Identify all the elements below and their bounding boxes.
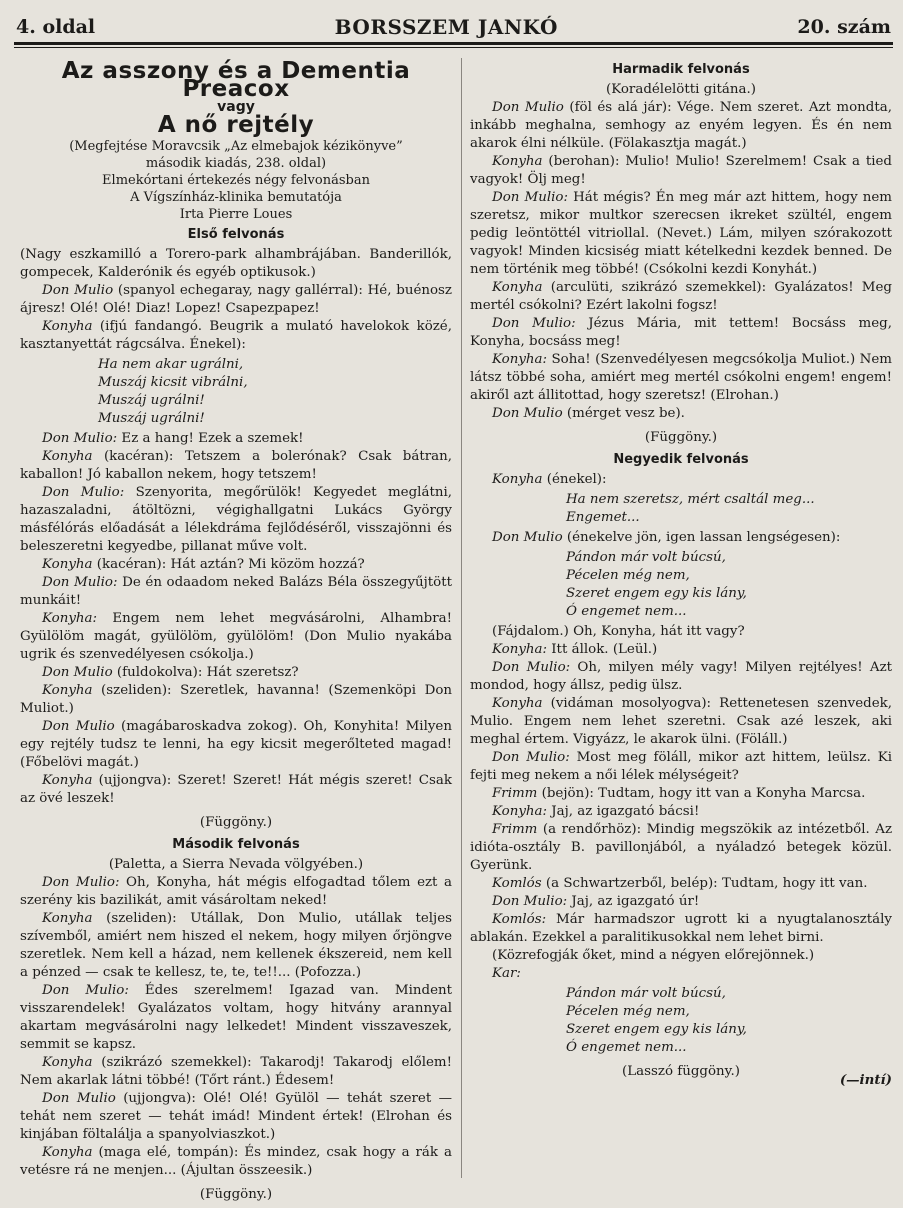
stage-direction: (Fájdalom.) Oh, Konyha, hát itt vagy? bbox=[492, 624, 745, 639]
dialogue-line bbox=[470, 749, 892, 785]
line-text: (szikrázó szemekkel): Takarodj! Takarodj előlem! Nem akarlak látni többé! (Tőrt ránt.) Édesem! bbox=[20, 1055, 452, 1088]
dialogue-line bbox=[470, 911, 892, 947]
line-text: (berohan): Mulio! Mulio! Szerelmem! Csak a tied vagyok! Ölj meg! bbox=[470, 154, 892, 187]
verse-line: Pécelen még nem, bbox=[566, 568, 690, 583]
song-verse bbox=[20, 356, 452, 428]
act-heading: Negyedik felvonás bbox=[613, 452, 749, 467]
right-column bbox=[470, 58, 892, 1089]
line-text: (arculüti, szikrázó szemekkel): Gyalázatos! Meg mertél csókolni? Ezért lakolni fogsz! bbox=[470, 280, 892, 313]
speaker: Konyha bbox=[42, 449, 93, 464]
speaker: Konyha bbox=[42, 1145, 93, 1160]
speaker: Don Mulio: bbox=[492, 660, 571, 675]
dialogue-line bbox=[470, 893, 892, 911]
dialogue-line bbox=[20, 682, 452, 718]
dialogue-line bbox=[470, 315, 892, 351]
dialogue-line bbox=[470, 529, 892, 547]
verse-line: Pándon már volt búcsú, bbox=[566, 986, 726, 1001]
dialogue-line bbox=[20, 664, 452, 682]
curtain-note: (Függöny.) bbox=[199, 815, 273, 830]
line-text: (föl és alá jár): Vége. Nem szeret. Azt mondta, inkább meghalna, semhogy az enyém legyen. És én nem akarok élni nélküle. (Fölakasztja magát.) bbox=[470, 100, 892, 151]
line-text: Szenyorita, megőrülök! Kegyedet meglátni, hazaszaladni, átöltözni, végighallgatni Lukács György másfélórás előadását a lélekdráma fejlődéséről, visszajönni és beleszeretni kegyedbe, pillanat műve volt. bbox=[20, 485, 452, 554]
verse-line: Szeret engem egy kis lány, bbox=[566, 1022, 747, 1037]
speaker: Konyha bbox=[42, 319, 93, 334]
curtain-note: (Lasszó függöny.) bbox=[622, 1064, 740, 1079]
page-number: 4. oldal bbox=[16, 16, 96, 38]
issue-number: 20. szám bbox=[797, 16, 891, 38]
line-text: (spanyol echegaray, nagy gallérral): Hé, buénosz ájresz! Olé! Olé! Diaz! Lopez! Csapezpapez! bbox=[20, 283, 452, 316]
line-text: (énekel): bbox=[542, 472, 607, 487]
line-text: Most meg föláll, mikor azt hittem, leülsz. Ki fejti meg nekem a női lélek mélységeit? bbox=[470, 750, 892, 783]
speaker: Don Mulio: bbox=[42, 875, 120, 890]
line-text: (bejön): Tudtam, hogy itt van a Konyha Marcsa. bbox=[537, 786, 866, 801]
speaker: Don Mulio: bbox=[492, 750, 570, 765]
speaker: Don Mulio bbox=[42, 719, 115, 734]
line-text: (ujjongva): Olé! Olé! Gyülöl — tehát szeret — tehát nem szeret — tehát imád! Mindent értek! (Elrohan és kinjában föltalálja a spanyolviaszkot.) bbox=[20, 1091, 452, 1142]
line-text: Oh, Konyha, hát mégis elfogadtad tőlem ezt a szerény kis bazilikát, amit vásároltam neked! bbox=[20, 875, 452, 908]
subtitle-line: A Vígszínház-klinika bemutatója bbox=[130, 190, 342, 205]
dialogue-line bbox=[20, 574, 452, 610]
dialogue-line bbox=[470, 695, 892, 749]
line-text: (fuldokolva): Hát szeretsz? bbox=[112, 665, 299, 680]
dialogue-line bbox=[470, 153, 892, 189]
speaker: Don Mulio bbox=[42, 283, 114, 298]
dialogue-line bbox=[20, 874, 452, 910]
dialogue-line bbox=[20, 610, 452, 664]
line-text: (kacéran): Hát aztán? Mi közöm hozzá? bbox=[92, 557, 365, 572]
dialogue-line bbox=[470, 821, 892, 875]
speaker: Don Mulio bbox=[492, 530, 563, 545]
line-text: Engem nem lehet megvásárolni, Alhambra! Gyülölöm magát, gyülölöm, gyülölöm! (Don Mulio nyakába ugrik és szenvedélyesen csókolja.) bbox=[20, 611, 452, 662]
subtitle-line: (Megfejtése Moravcsik „Az elmebajok kézikönyve” bbox=[69, 139, 403, 154]
dialogue-line bbox=[470, 99, 892, 153]
dialogue-line bbox=[20, 282, 452, 318]
speaker: Don Mulio: bbox=[492, 894, 568, 909]
verse-line: Ó engemet nem... bbox=[566, 1040, 687, 1055]
dialogue-line bbox=[20, 718, 452, 772]
verse-line: Muszáj kicsit vibrálni, bbox=[98, 375, 248, 390]
journal-name: BORSSZEM JANKÓ bbox=[334, 15, 558, 39]
dialogue-line bbox=[470, 785, 892, 803]
dialogue-line bbox=[470, 351, 892, 405]
line-text: De én odaadom neked Balázs Béla összegyűjtött munkáit! bbox=[20, 575, 453, 608]
speaker: Frimm bbox=[492, 786, 538, 801]
verse-line: Pándon már volt búcsú, bbox=[566, 550, 726, 565]
author-signature: (—intí) bbox=[839, 1072, 892, 1088]
line-text: (a rendőrhöz): Mindig megszökik az intézetből. Az idióta-osztály B. pavillonjából, a nyáladzó betegek közül. Gyerünk. bbox=[470, 822, 892, 873]
speaker: Konyha: bbox=[42, 611, 98, 626]
line-text: (magábaroskadva zokog). Oh, Konyhita! Milyen egy rejtély tudsz te lenni, ha egy kicsit megerőlteted magad! (Főbelövi magát.) bbox=[20, 719, 452, 770]
stage-setting: (Paletta, a Sierra Nevada völgyében.) bbox=[108, 857, 364, 872]
speaker: Don Mulio: bbox=[42, 575, 118, 590]
act-heading: Második felvonás bbox=[172, 837, 300, 852]
speaker: Konyha bbox=[42, 683, 93, 698]
line-text: Édes szerelmem! Igazad van. Mindent visszarendelek! Gyalázatos voltam, hogy hitvány arannyal akartam megvásárolni nagy lelkedet! Mindent visszaveszek, semmit se kapsz. bbox=[20, 983, 453, 1052]
dialogue-line bbox=[20, 982, 452, 1054]
speaker: Komlós: bbox=[492, 912, 547, 927]
stage-setting: (Koradélelötti gitána.) bbox=[606, 82, 756, 97]
line-text: (vidáman mosolyogva): Rettenetesen szenvedek, Mulio. Engem nem lehet szeretni. Csak azé leszek, aki meghal értem. Vigyázz, le akarok ülni. (Föláll.) bbox=[470, 696, 892, 747]
speaker: Don Mulio: bbox=[42, 485, 125, 500]
speaker: Frimm bbox=[492, 822, 538, 837]
line-text: Itt állok. (Leül.) bbox=[547, 642, 658, 657]
speaker: Don Mulio bbox=[42, 1091, 116, 1106]
header-rule bbox=[14, 42, 893, 45]
verse-line: Szeret engem egy kis lány, bbox=[566, 586, 747, 601]
dialogue-line bbox=[470, 965, 892, 983]
speaker: Don Mulio: bbox=[42, 431, 118, 446]
speaker: Konyha bbox=[492, 696, 543, 711]
dialogue-line bbox=[20, 484, 452, 556]
speaker: Komlós bbox=[492, 876, 542, 891]
line-text: Jaj, az igazgató úr! bbox=[567, 894, 700, 909]
speaker: Konyha bbox=[42, 1055, 93, 1070]
subtitle-line: Elmekórtani értekezés négy felvonásban bbox=[102, 173, 370, 188]
column-divider bbox=[461, 58, 462, 1178]
dialogue-line bbox=[20, 556, 452, 574]
verse-line: Engemet... bbox=[566, 510, 640, 525]
line-text: (mérget vesz be). bbox=[562, 406, 685, 421]
verse-line: Ha nem szeretsz, mért csaltál meg... bbox=[566, 492, 815, 507]
song-verse bbox=[470, 491, 892, 527]
dialogue-line bbox=[470, 471, 892, 489]
speaker: Konyha bbox=[492, 154, 543, 169]
speaker: Konyha: bbox=[492, 352, 548, 367]
song-verse bbox=[470, 549, 892, 621]
page-header bbox=[16, 14, 891, 40]
speaker: Konyha bbox=[42, 557, 93, 572]
speaker: Don Mulio: bbox=[492, 316, 576, 331]
speaker: Konyha: bbox=[492, 804, 548, 819]
dialogue-line bbox=[470, 803, 892, 821]
dialogue-line bbox=[20, 430, 452, 448]
verse-line: Muszáj ugrálni! bbox=[98, 393, 205, 408]
verse-line: Ha nem akar ugrálni, bbox=[98, 357, 244, 372]
dialogue-line bbox=[470, 189, 892, 279]
left-column bbox=[20, 58, 452, 1208]
line-text: Jaj, az igazgató bácsi! bbox=[547, 804, 700, 819]
dialogue-line bbox=[20, 448, 452, 484]
article-title: Az asszony és a Dementia Preacox bbox=[61, 58, 411, 102]
dialogue-line bbox=[470, 641, 892, 659]
line-text: Hát mégis? Én meg már azt hittem, hogy nem szeretsz, mikor multkor szerecsen ikreket szültél, engem pedig leöntöttél vitriollal. (Nevet.) Lám, milyen szórakozott vagyok! Minden kicsiség miatt kételkedni kezdek benned. De nem történik meg többé! (Csókolni kezdi Konyhát.) bbox=[470, 190, 892, 277]
speaker: Don Mulio bbox=[492, 100, 564, 115]
dialogue-line bbox=[20, 910, 452, 982]
author-line: Irta Pierre Loues bbox=[179, 207, 293, 222]
curtain-note: (Függöny.) bbox=[199, 1187, 273, 1202]
dialogue-line bbox=[20, 1144, 452, 1180]
line-text: (szeliden): Szeretlek, havanna! (Szemenköpi Don Muliot.) bbox=[20, 683, 452, 716]
speaker: Konyha: bbox=[492, 642, 548, 657]
header-rule-thin bbox=[14, 47, 893, 48]
dialogue-line bbox=[20, 318, 452, 354]
line-text: Soha! (Szenvedélyesen megcsókolja Muliot.) Nem látsz többé soha, amiért meg mertél csókolni engem! engem! akiről azt állitottad, hogy szeretsz! (Elrohan.) bbox=[470, 352, 892, 403]
speaker: Don Mulio: bbox=[42, 983, 129, 998]
line-text: (szeliden): Utállak, Don Mulio, utállak teljes szívemből, amiért nem hiszed el nekem, hogy milyen őrjöngve szeretlek. Nem kell a házad, nem kellenek ékszereid, nem kell a pénzed — csak te kellesz, te, te, te!!... (Pofozza.) bbox=[20, 911, 452, 980]
line-text: Oh, milyen mély vagy! Milyen rejtélyes! Azt mondod, hogy állsz, pedig ülsz. bbox=[470, 660, 892, 693]
line-text: (maga elé, tompán): És mindez, csak hogy a rák a vetésre rá ne menjen... (Ájultan összeesik.) bbox=[20, 1145, 452, 1178]
song-verse bbox=[470, 985, 892, 1057]
speaker: Konyha bbox=[492, 472, 543, 487]
dialogue-line bbox=[20, 1090, 452, 1144]
line-text: Jézus Mária, mit tettem! Bocsáss meg, Konyha, bocsáss meg! bbox=[470, 316, 892, 349]
verse-line: Muszáj ugrálni! bbox=[98, 411, 205, 426]
speaker: Konyha bbox=[492, 280, 543, 295]
curtain-note: (Függöny.) bbox=[644, 430, 718, 445]
dialogue-line bbox=[470, 875, 892, 893]
verse-line: Ó engemet nem... bbox=[566, 604, 687, 619]
line-text: Ez a hang! Ezek a szemek! bbox=[117, 431, 304, 446]
title-connector: vagy bbox=[217, 99, 255, 115]
article-subtitle: A nő rejtély bbox=[157, 112, 315, 138]
speaker: Konyha bbox=[42, 911, 93, 926]
line-text: (a Schwartzerből, belép): Tudtam, hogy itt van. bbox=[541, 876, 868, 891]
verse-line: Pécelen még nem, bbox=[566, 1004, 690, 1019]
line-text: (ifjú fandangó. Beugrik a mulató havelokok közé, kasztanyettát rágcsálva. Énekel): bbox=[20, 319, 452, 352]
line-text: (énekelve jön, igen lassan lengségesen): bbox=[562, 530, 841, 545]
line-text: Már harmadszor ugrott ki a nyugtalanosztály ablakán. Ezekkel a paralitikusokkal nem lehet birni. bbox=[470, 912, 892, 945]
speaker: Don Mulio: bbox=[492, 190, 568, 205]
speaker: Don Mulio bbox=[42, 665, 113, 680]
dialogue-line bbox=[20, 1054, 452, 1090]
dialogue-line bbox=[20, 772, 452, 808]
act-heading: Első felvonás bbox=[187, 227, 285, 242]
line-text: (ujjongva): Szeret! Szeret! Hát mégis szeret! Csak az övé leszek! bbox=[20, 773, 452, 806]
subtitle-line: második kiadás, 238. oldal) bbox=[145, 156, 327, 171]
act-heading: Harmadik felvonás bbox=[612, 62, 750, 77]
chorus-label: Kar: bbox=[492, 966, 521, 981]
line-text: (kacéran): Tetszem a bolerónak? Csak bátran, kaballon! Jó kaballon nekem, hogy tetszem! bbox=[20, 449, 452, 482]
stage-setting: (Nagy eszkamilló a Torero-park alhambrájában. Banderillók, gompecek, Kalderónik és egyéb optikusok.) bbox=[20, 247, 452, 280]
stage-direction: (Közrefogják őket, mind a négyen előrejönnek.) bbox=[492, 948, 815, 963]
dialogue-line bbox=[470, 659, 892, 695]
speaker: Don Mulio bbox=[492, 406, 563, 421]
dialogue-line bbox=[470, 279, 892, 315]
speaker: Konyha bbox=[42, 773, 93, 788]
dialogue-line bbox=[470, 405, 892, 423]
